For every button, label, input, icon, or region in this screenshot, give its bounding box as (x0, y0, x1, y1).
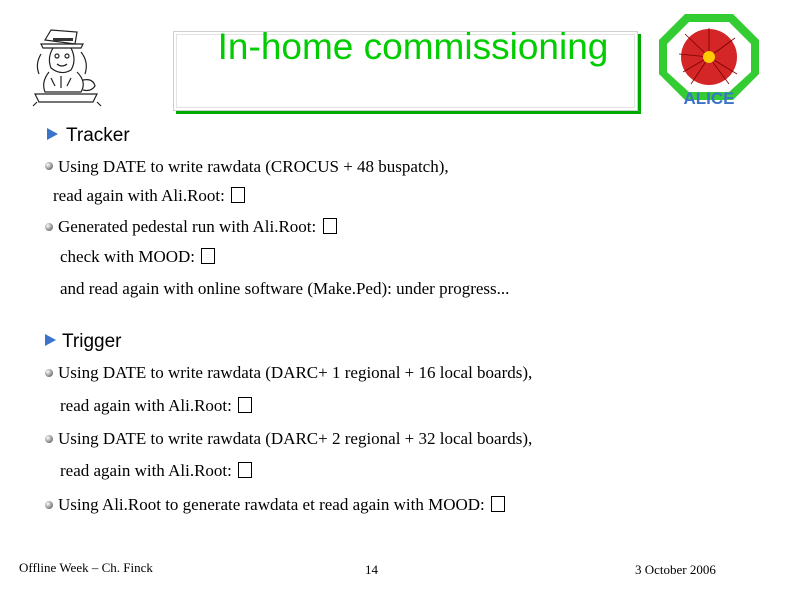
page-number: 14 (365, 562, 378, 577)
placeholder-box-icon (323, 218, 337, 234)
mad-hatter-logo (31, 28, 103, 108)
placeholder-box-icon (238, 462, 252, 478)
footer-left: Offline Week – Ch. Finck (19, 560, 153, 575)
tracker-item-5: and read again with online software (Make.Ped): under progress... (60, 279, 510, 298)
trigger-item-4: read again with Ali.Root: (60, 461, 252, 481)
tracker-item-3: Generated pedestal run with Ali.Root: (58, 217, 337, 237)
trigger-item-2: read again with Ali.Root: (60, 396, 252, 416)
bullet-dot-icon (45, 501, 53, 509)
trigger-item-1: Using DATE to write rawdata (DARC+ 1 regional + 16 local boards), (58, 363, 533, 382)
tracker-item-4: check with MOOD: (60, 247, 215, 267)
trigger-heading: Trigger (62, 331, 122, 352)
tracker-item-1: Using DATE to write rawdata (CROCUS + 48 buspatch), (58, 157, 449, 176)
footer-date: 3 October 2006 (635, 562, 716, 577)
trigger-bullet-icon (45, 334, 56, 346)
placeholder-box-icon (231, 187, 245, 203)
bullet-dot-icon (45, 435, 53, 443)
bullet-dot-icon (45, 223, 53, 231)
alice-logo-text: ALICE (683, 89, 735, 108)
slide-title: In-home commissioning (217, 26, 609, 67)
placeholder-box-icon (201, 248, 215, 264)
tracker-bullet-icon (47, 128, 58, 140)
trigger-item-3: Using DATE to write rawdata (DARC+ 2 regional + 32 local boards), (58, 429, 533, 448)
tracker-heading: Tracker (66, 125, 130, 146)
trigger-item-5: Using Ali.Root to generate rawdata et read again with MOOD: (58, 495, 505, 515)
bullet-dot-icon (45, 162, 53, 170)
placeholder-box-icon (491, 496, 505, 512)
bullet-dot-icon (45, 369, 53, 377)
tracker-item-2: read again with Ali.Root: (53, 186, 245, 206)
alice-logo (655, 12, 763, 108)
placeholder-box-icon (238, 397, 252, 413)
